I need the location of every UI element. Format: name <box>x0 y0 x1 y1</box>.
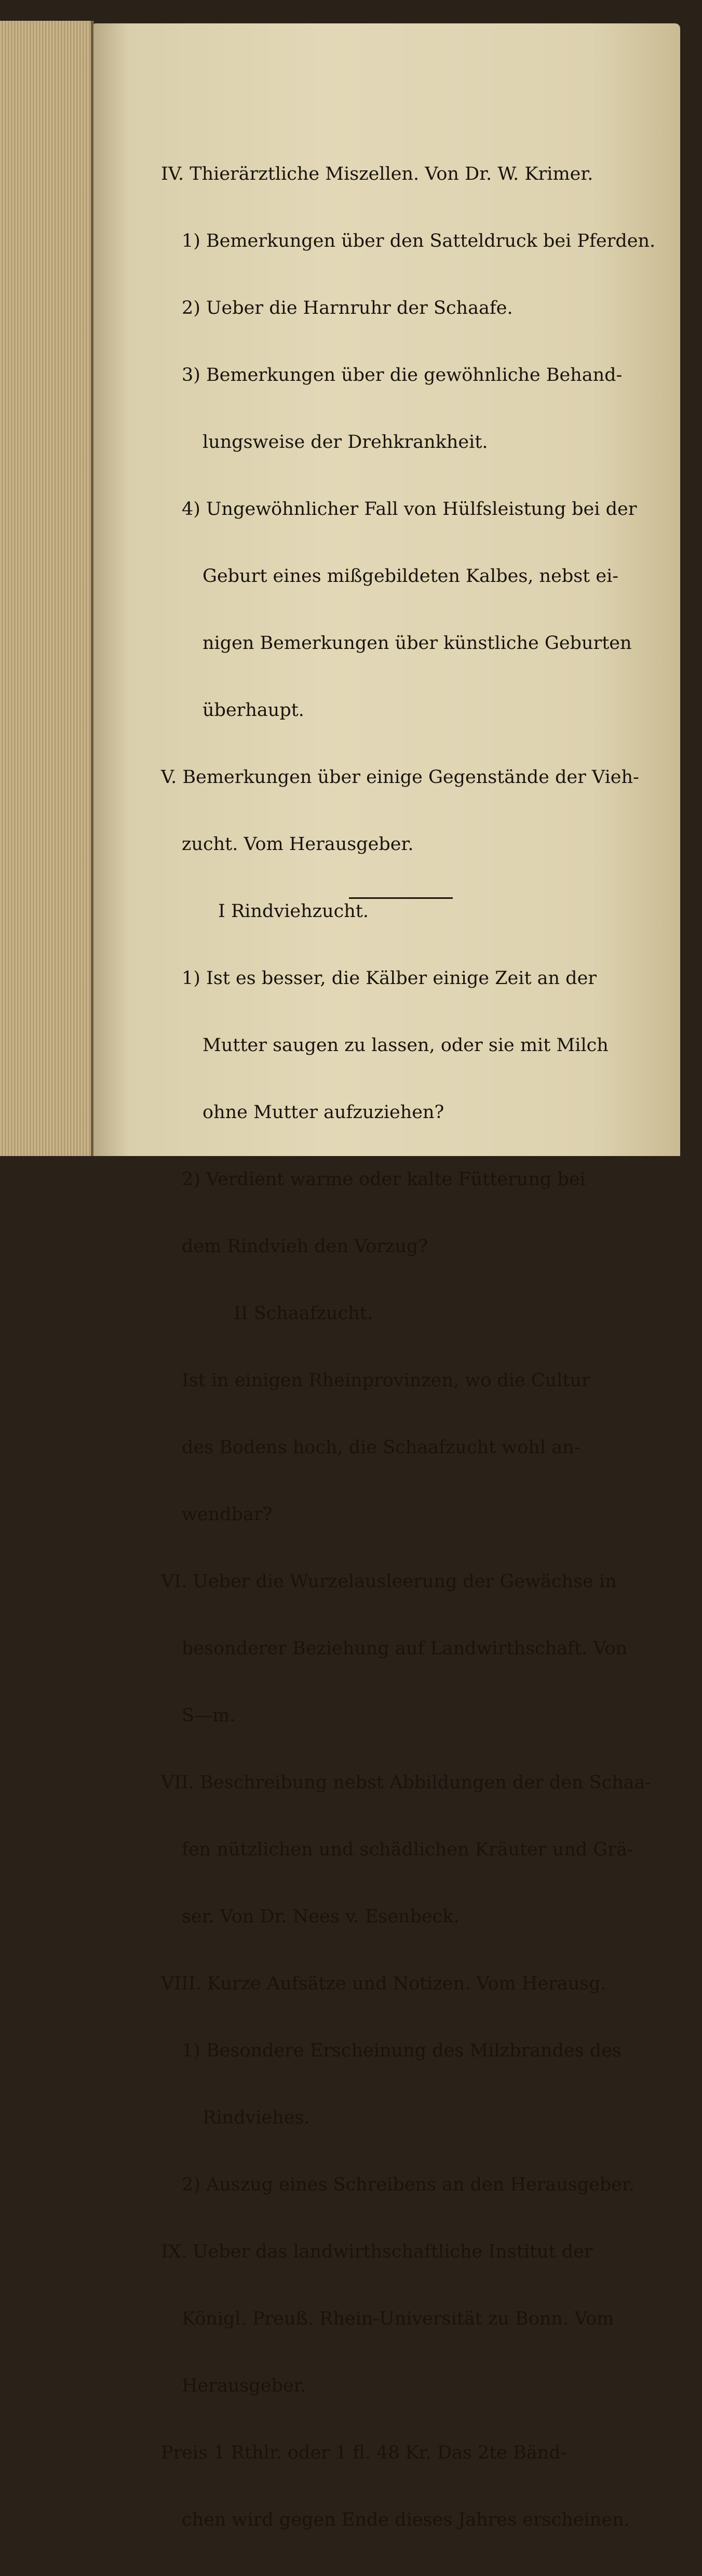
toc-line: ser. Von Dr. Nees v. Esenbeck. <box>182 1906 460 1927</box>
toc-line: Mutter saugen zu lassen, oder sie mit Milch <box>203 1035 609 1056</box>
toc-line: nigen Bemerkungen über künstliche Geburten <box>203 633 632 654</box>
toc-line: IX. Ueber das landwirthschaftliche Institut der <box>161 2241 593 2262</box>
toc-line: VIII. Kurze Aufsätze und Notizen. Vom Herausg. <box>161 1973 606 1994</box>
toc-line: dem Rindvieh den Vorzug? <box>182 1236 428 1257</box>
toc-line: besonderer Beziehung auf Landwirthschaft. Von <box>182 1638 627 1659</box>
toc-line: fen nützlichen und schädlichen Kräuter und Grä- <box>182 1839 633 1860</box>
toc-line: des Bodens hoch, die Schaafzucht wohl an- <box>182 1437 580 1458</box>
toc-line: 4) Ungewöhnlicher Fall von Hülfsleistung bei der <box>182 499 637 520</box>
toc-line: IV. Thierärztliche Miszellen. Von Dr. W. Krimer. <box>161 164 593 184</box>
toc-line: 2) Verdient warme oder kalte Fütterung bei <box>182 1169 586 1190</box>
toc-line: Rindviehes. <box>203 2107 310 2128</box>
toc-line: Geburt eines mißgebildeten Kalbes, nebst ei- <box>203 566 619 587</box>
toc-line: chen wird gegen Ende dieses Jahres erscheinen. <box>182 2509 630 2530</box>
toc-line: 3) Bemerkungen über die gewöhnliche Behand- <box>182 365 623 386</box>
toc-line: 1) Besondere Erscheinung des Milzbrandes des <box>182 2040 622 2061</box>
book-page-edges <box>0 21 94 1156</box>
toc-line: wendbar? <box>182 1504 273 1525</box>
toc-line: überhaupt. <box>203 700 304 721</box>
toc-line: I Rindviehzucht. <box>218 901 369 922</box>
toc-line: zucht. Vom Herausgeber. <box>182 834 414 855</box>
toc-line: Ist in einigen Rheinprovinzen, wo die Cultur <box>182 1370 590 1391</box>
toc-line: 2) Auszug eines Schreibens an den Herausgeber. <box>182 2174 634 2195</box>
toc-line: 1) Bemerkungen über den Satteldruck bei Pferden. <box>182 231 656 251</box>
toc-line: Herausgeber. <box>182 2375 306 2396</box>
toc-line: II Schaafzucht. <box>234 1303 373 1324</box>
closing-rule <box>349 897 453 899</box>
toc-line: ohne Mutter aufzuziehen? <box>203 1102 444 1123</box>
table-of-contents <box>161 118 656 2576</box>
toc-line: Preis 1 Rthlr. oder 1 fl. 48 Kr. Das 2te Bänd- <box>161 2442 567 2463</box>
toc-line: VI. Ueber die Wurzelausleerung der Gewächse in <box>161 1571 617 1592</box>
toc-line: Königl. Preuß. Rhein-Universität zu Bonn. Vom <box>182 2308 614 2329</box>
toc-line: S—m. <box>182 1705 236 1726</box>
toc-line: 1) Ist es besser, die Kälber einige Zeit an der <box>182 968 597 989</box>
toc-line: VII. Beschreibung nebst Abbildungen der den Schaa- <box>161 1772 652 1793</box>
toc-line: lungsweise der Drehkrankheit. <box>203 432 488 453</box>
toc-line: 2) Ueber die Harnruhr der Schaafe. <box>182 298 513 318</box>
toc-line: V. Bemerkungen über einige Gegenstände der Vieh- <box>161 767 639 788</box>
